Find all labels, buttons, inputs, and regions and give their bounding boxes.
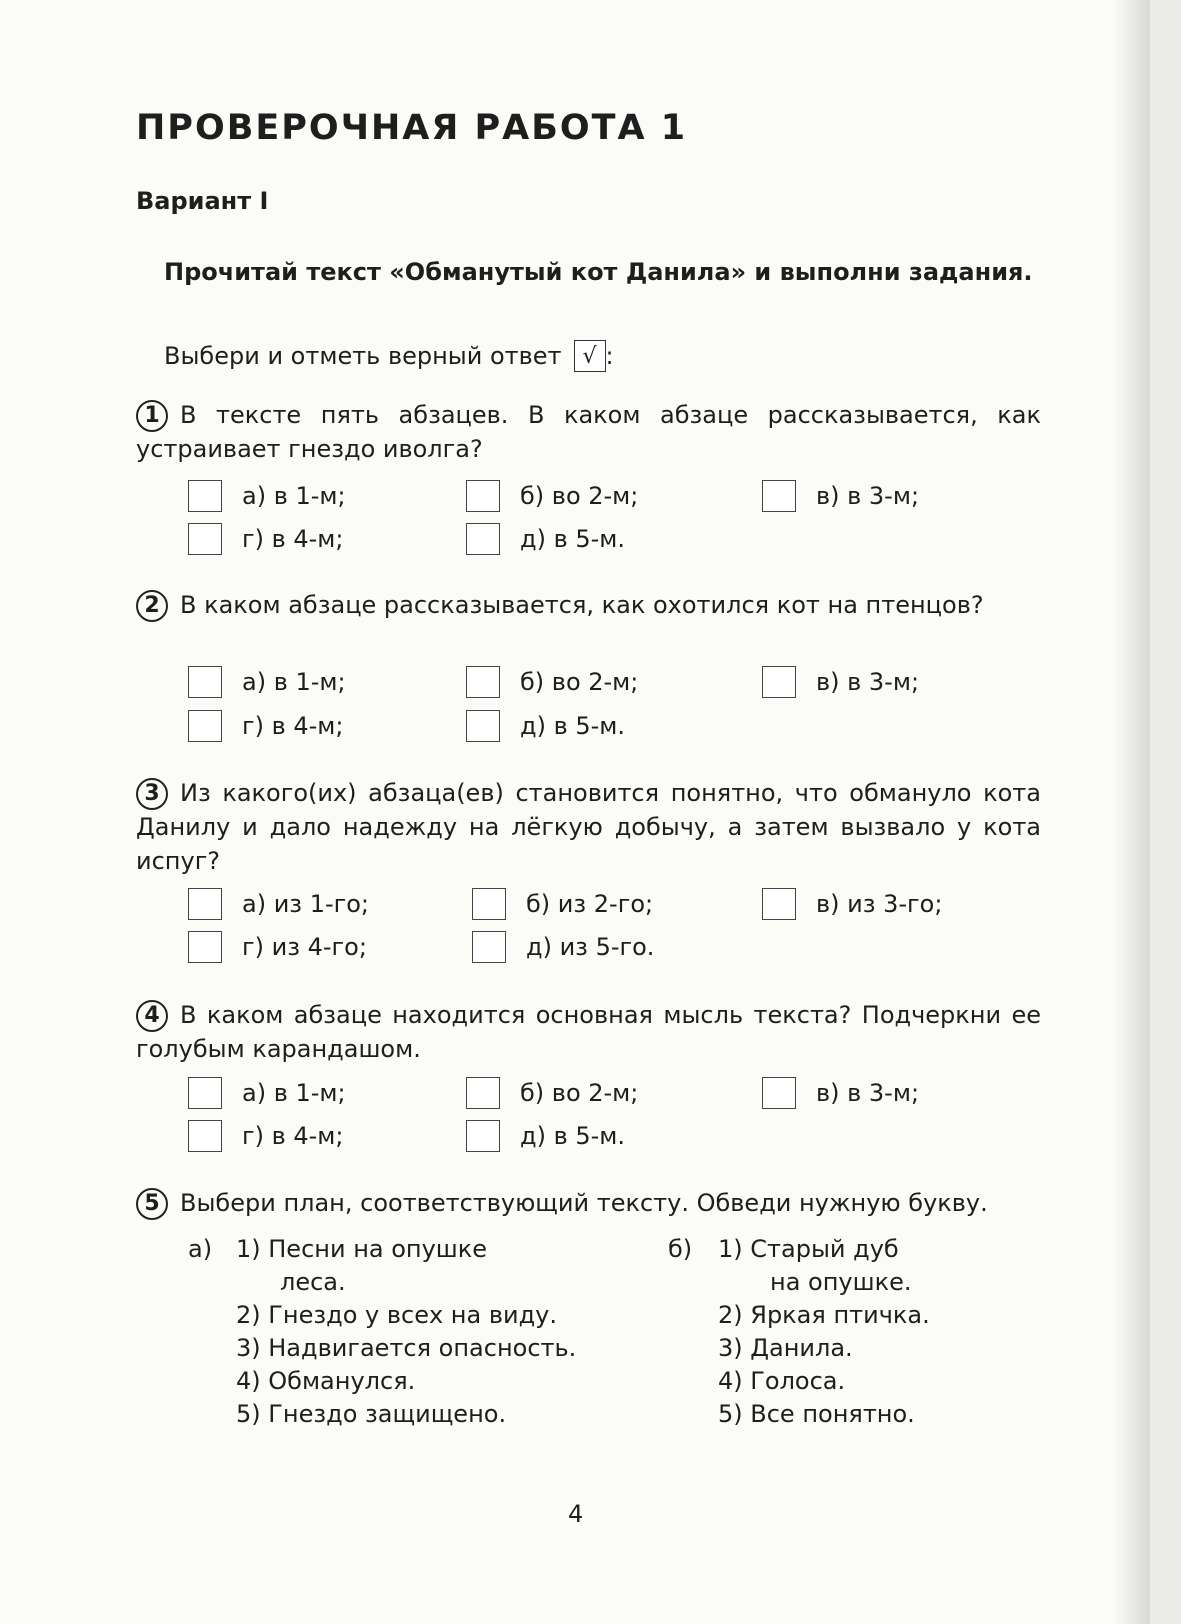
question-number: 3 <box>136 778 168 810</box>
plan-item: 3) Надвигается опасность. <box>236 1334 577 1362</box>
option-checkbox[interactable] <box>188 666 346 698</box>
checkbox-icon[interactable] <box>188 480 222 512</box>
option-label: а) в 1-м; <box>242 1079 346 1107</box>
checkbox-icon[interactable] <box>466 1120 500 1152</box>
checkbox-icon[interactable] <box>762 888 796 920</box>
answer-instruction-colon: : <box>605 342 614 370</box>
option-checkbox[interactable] <box>762 480 919 512</box>
question-number: 2 <box>136 590 168 622</box>
page-title: ПРОВЕРОЧНАЯ РАБОТА 1 <box>136 108 688 148</box>
plan-item: 4) Голоса. <box>718 1367 846 1395</box>
checkmark-sample-icon: √ <box>574 340 606 372</box>
option-checkbox[interactable] <box>188 710 344 742</box>
plan-item: 5) Гнездо защищено. <box>236 1400 507 1428</box>
option-label: г) в 4-м; <box>242 525 344 553</box>
checkbox-icon[interactable] <box>466 710 500 742</box>
question-1 <box>136 398 1041 466</box>
page-number: 4 <box>568 1500 584 1528</box>
option-label: г) из 4-го; <box>242 933 367 961</box>
option-checkbox[interactable] <box>466 666 638 698</box>
option-label: а) из 1-го; <box>242 890 369 918</box>
plan-item: 3) Данила. <box>718 1334 853 1362</box>
checkbox-icon[interactable] <box>762 666 796 698</box>
question-number: 1 <box>136 400 168 432</box>
task-instruction: Прочитай текст «Обманутый кот Данила» и выполни задания. <box>164 258 1033 286</box>
option-label: а) в 1-м; <box>242 668 346 696</box>
option-checkbox[interactable] <box>188 480 346 512</box>
option-label: в) в 3-м; <box>816 668 920 696</box>
checkbox-icon[interactable] <box>466 480 500 512</box>
option-label: в) в 3-м; <box>816 482 920 510</box>
option-label: а) в 1-м; <box>242 482 346 510</box>
plan-b-label[interactable]: б) <box>668 1235 693 1263</box>
plan-item: 2) Яркая птичка. <box>718 1301 930 1329</box>
checkbox-icon[interactable] <box>762 480 796 512</box>
option-checkbox[interactable] <box>762 666 919 698</box>
question-3 <box>136 776 1041 878</box>
checkbox-icon[interactable] <box>188 931 222 963</box>
option-label: б) во 2-м; <box>520 668 639 696</box>
question-text: Выбери план, соответствующий тексту. Обведи нужную букву. <box>180 1189 988 1217</box>
question-2 <box>136 588 1041 622</box>
plan-item: 1) Старый дуб <box>718 1235 899 1263</box>
question-text: Из какого(их) абзаца(ев) становится понятно, что обмануло кота Данилу и дало надежду на лёгкую добычу, а затем вызвало у кота испуг? <box>136 779 1041 875</box>
option-checkbox[interactable] <box>466 710 625 742</box>
option-checkbox[interactable] <box>472 931 654 963</box>
variant-heading: Вариант I <box>136 187 269 215</box>
book-spine-shadow <box>1114 0 1150 1624</box>
option-checkbox[interactable] <box>762 1077 919 1109</box>
question-4 <box>136 998 1041 1066</box>
plan-item: на опушке. <box>770 1268 912 1296</box>
option-label: г) в 4-м; <box>242 712 344 740</box>
question-number: 5 <box>136 1188 168 1220</box>
question-number: 4 <box>136 1000 168 1032</box>
option-checkbox[interactable] <box>472 888 653 920</box>
question-text: В тексте пять абзацев. В каком абзаце рассказывается, как устраивает гнездо иволга? <box>136 401 1041 463</box>
plan-item: 4) Обманулся. <box>236 1367 416 1395</box>
checkbox-icon[interactable] <box>188 888 222 920</box>
option-label: д) из 5-го. <box>526 933 655 961</box>
option-checkbox[interactable] <box>188 888 369 920</box>
checkbox-icon[interactable] <box>472 888 506 920</box>
option-checkbox[interactable] <box>466 1120 625 1152</box>
checkbox-icon[interactable] <box>466 666 500 698</box>
option-label: в) из 3-го; <box>816 890 943 918</box>
option-checkbox[interactable] <box>762 888 942 920</box>
option-label: г) в 4-м; <box>242 1122 344 1150</box>
checkbox-icon[interactable] <box>762 1077 796 1109</box>
checkbox-icon[interactable] <box>472 931 506 963</box>
option-checkbox[interactable] <box>188 931 367 963</box>
option-label: б) во 2-м; <box>520 1079 639 1107</box>
option-checkbox[interactable] <box>188 523 344 555</box>
option-label: б) из 2-го; <box>526 890 654 918</box>
answer-instruction-text: Выбери и отметь верный ответ <box>164 342 562 370</box>
option-label: в) в 3-м; <box>816 1079 920 1107</box>
checkbox-icon[interactable] <box>466 523 500 555</box>
checkbox-icon[interactable] <box>188 523 222 555</box>
answer-instruction <box>164 340 614 372</box>
checkbox-icon[interactable] <box>466 1077 500 1109</box>
plan-item: 5) Все понятно. <box>718 1400 915 1428</box>
checkbox-icon[interactable] <box>188 1077 222 1109</box>
option-checkbox[interactable] <box>466 1077 638 1109</box>
plan-a-label[interactable]: а) <box>188 1235 213 1263</box>
question-text: В каком абзаце рассказывается, как охотился кот на птенцов? <box>180 591 984 619</box>
checkbox-icon[interactable] <box>188 710 222 742</box>
plan-item: леса. <box>280 1268 346 1296</box>
question-text: В каком абзаце находится основная мысль текста? Подчеркни ее голубым карандашом. <box>136 1001 1041 1063</box>
checkbox-icon[interactable] <box>188 666 222 698</box>
plan-item: 1) Песни на опушке <box>236 1235 488 1263</box>
option-checkbox[interactable] <box>466 480 638 512</box>
option-label: д) в 5-м. <box>520 525 626 553</box>
option-label: б) во 2-м; <box>520 482 639 510</box>
question-5 <box>136 1186 1041 1220</box>
option-checkbox[interactable] <box>188 1120 344 1152</box>
option-label: д) в 5-м. <box>520 712 626 740</box>
checkbox-icon[interactable] <box>188 1120 222 1152</box>
option-checkbox[interactable] <box>466 523 625 555</box>
option-label: д) в 5-м. <box>520 1122 626 1150</box>
plan-item: 2) Гнездо у всех на виду. <box>236 1301 557 1329</box>
option-checkbox[interactable] <box>188 1077 346 1109</box>
